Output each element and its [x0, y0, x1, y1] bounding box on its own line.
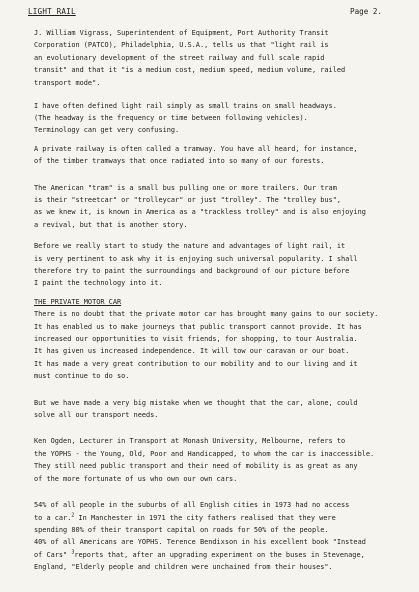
- footnote-marker: 2: [71, 512, 75, 519]
- text-line: 40% of all Americans are YOPHS. Terence Bendixson in his excellent book "Instead: [34, 538, 366, 547]
- text-line: Before we really start to study the nature and advantages of light rail, it: [34, 242, 346, 251]
- text-line: Ken Ogden, Lecturer in Transport at Monash University, Melbourne, refers to: [34, 437, 346, 446]
- paragraph-statistics: [34, 499, 410, 573]
- text-line: a revival, but that is another story.: [34, 220, 188, 229]
- text-fragment: of Cars": [34, 550, 72, 559]
- text-line: must continue to do so.: [34, 372, 130, 381]
- text-line: It has given us increased independence. It will tow our caravan or our boat.: [34, 347, 350, 356]
- paragraph-motor-car-gains: [34, 308, 410, 382]
- paragraph-popularity: [34, 240, 410, 290]
- text-line: The American "tram" is a small bus pulling one or more trailers. Our tram: [34, 183, 337, 192]
- text-line: There is no doubt that the private motor car has brought many gains to our society.: [34, 310, 379, 319]
- text-line: is very pertinent to ask why it is enjoying such universal popularity. I shall: [34, 254, 358, 263]
- paragraph-yophs: [34, 435, 410, 485]
- text-line: I paint the technology into it.: [34, 279, 163, 288]
- text-line: It has enabled us to make journeys that public transport cannot provide. It has: [34, 322, 362, 331]
- text-line: 54% of all people in the suburbs of all English cities in 1973 had no access: [34, 501, 350, 510]
- text-line: transport mode".: [34, 78, 101, 87]
- footnote-marker: 3: [71, 549, 75, 556]
- text-line: England, "Elderly people and children were unchained from their houses".: [34, 563, 333, 572]
- paragraph-mistake: [34, 397, 410, 422]
- paragraph-vigrass-quote: [34, 27, 410, 89]
- running-header-title: LIGHT RAIL: [28, 7, 76, 16]
- text-line: [34, 549, 410, 561]
- text-line: (The headway is the frequency or time between following vehicles).: [34, 113, 308, 122]
- text-line: transit" and that it "is a medium cost, medium speed, medium volume, railed: [34, 66, 346, 75]
- text-line: the YOPHS - the Young, Old, Poor and Handicapped, to whom the car is inaccessible.: [34, 449, 375, 458]
- paragraph-american-tram: [34, 182, 410, 232]
- paragraph-definition: [34, 100, 410, 137]
- section-heading: THE PRIVATE MOTOR CAR: [34, 297, 122, 306]
- text-line: an evolutionary development of the street railway and full scale rapid: [34, 53, 325, 62]
- paragraph-tramway: [34, 143, 410, 168]
- text-line: solve all our transport needs.: [34, 411, 159, 420]
- text-line: as we knew it, is known in America as a "trackless trolley" and is also enjoying: [34, 208, 366, 217]
- text-line: spending 80% of their transport capital on roads for 50% of the people.: [34, 525, 329, 534]
- text-line: J. William Vigrass, Superintendent of Equipment, Port Authority Transit: [34, 29, 329, 37]
- text-line: of the more fortunate of us who own our own cars.: [34, 474, 238, 483]
- text-line: Terminology can get very confusing.: [34, 126, 180, 135]
- page-number: Page 2.: [350, 7, 383, 16]
- text-line: It has made a very great contribution to our mobility and to our living and it: [34, 359, 358, 368]
- text-line: is their "streetcar" or "trolleycar" or just "trolley". The "trolley bus",: [34, 195, 341, 204]
- text-line: But we have made a very big mistake when we thought that the car, alone, could: [34, 398, 358, 407]
- text-fragment: In Manchester in 1971 the city fathers realised that they were: [74, 513, 336, 522]
- text-line: I have often defined light rail simply as small trains on small headways.: [34, 101, 337, 110]
- text-fragment: to a car.: [34, 513, 72, 522]
- text-fragment: reports that, after an upgrading experiment on the buses in Stevenage,: [74, 550, 365, 559]
- text-line: therefore try to paint the surroundings and background of our picture before: [34, 267, 350, 275]
- text-line: They still need public transport and their need of mobility is as great as any: [34, 462, 358, 471]
- text-line: Corporation (PATCO), Philadelphia, U.S.A., tells us that "light rail is: [34, 41, 329, 50]
- text-line: increased our opportunities to visit friends, for shopping, to tour Australia.: [34, 335, 358, 344]
- text-line: of the timber tramways that once radiated into so many of our forests.: [34, 157, 325, 166]
- text-line: [34, 512, 410, 524]
- body-text: [34, 27, 410, 574]
- text-line: A private railway is often called a tramway. You have all heard, for instance,: [34, 144, 358, 153]
